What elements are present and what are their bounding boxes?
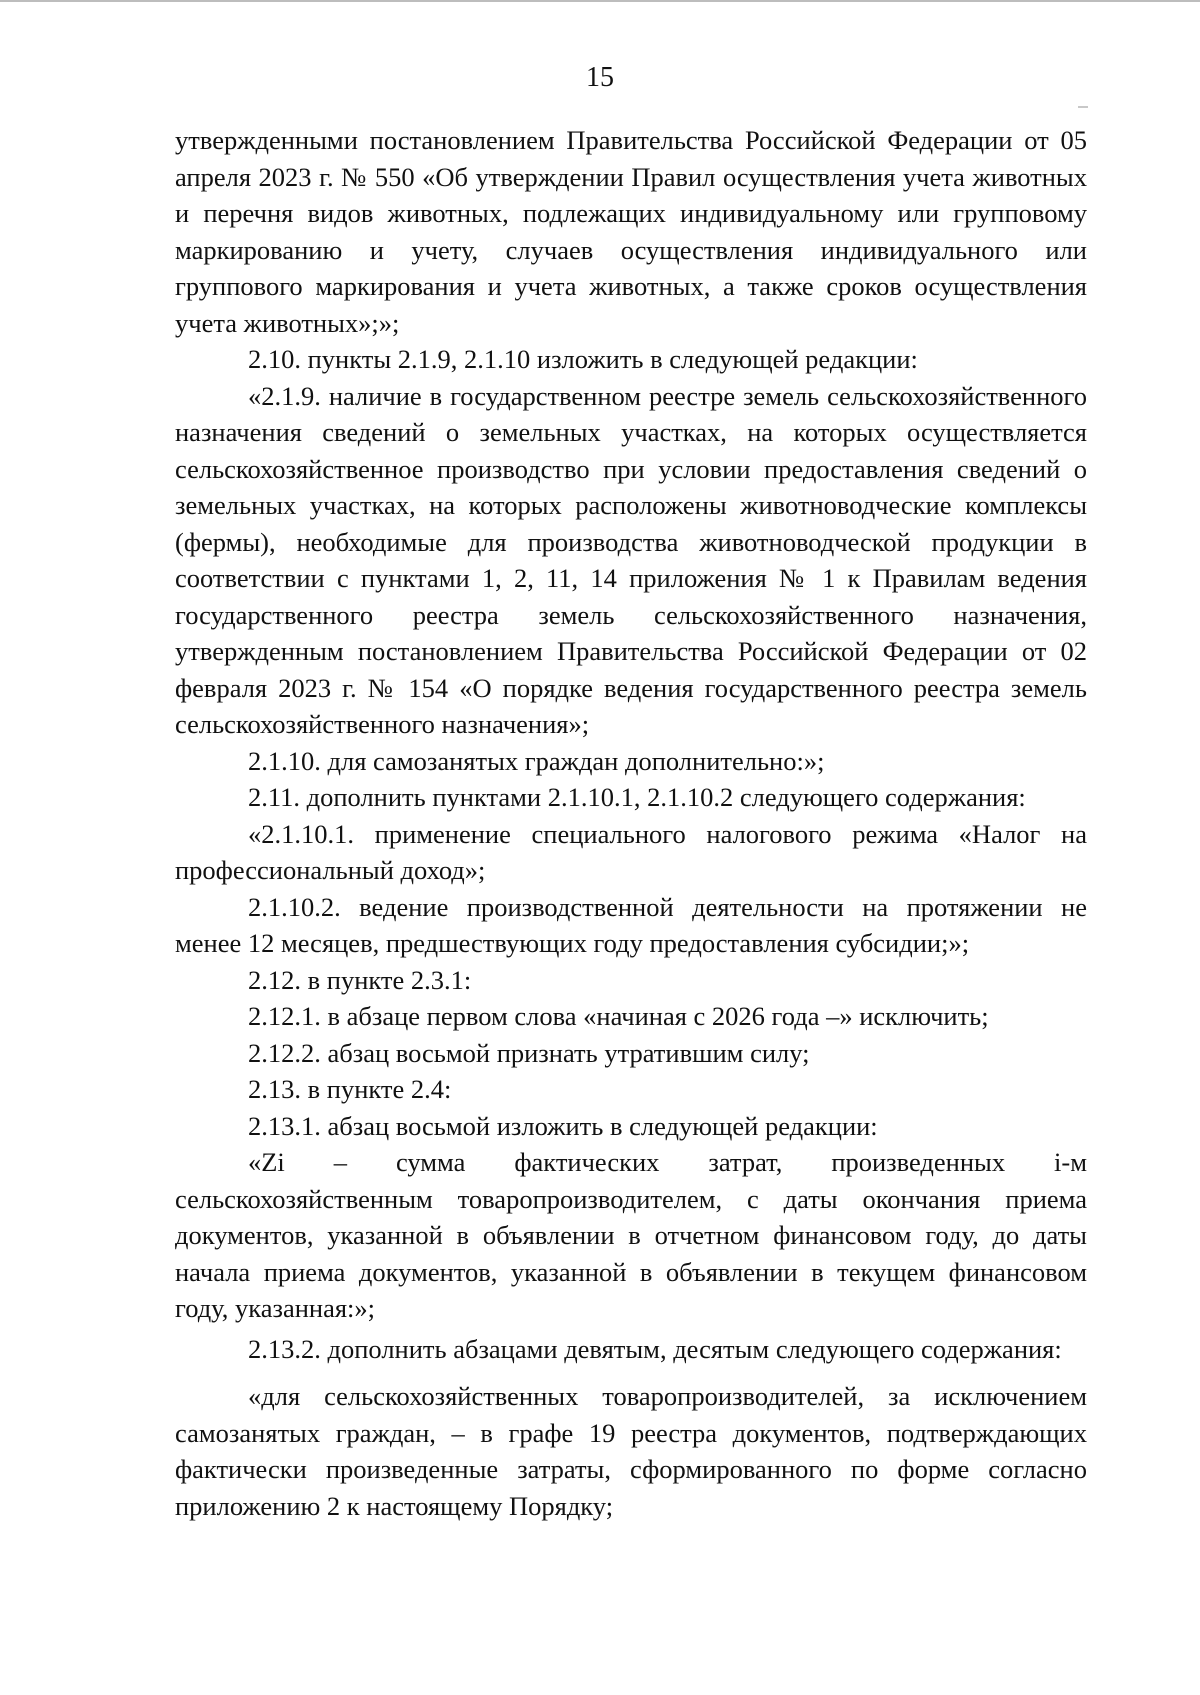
paragraph-2-12-1: 2.12.1. в абзаце первом слова «начиная с 2026 года –» исключить; [248,1001,989,1031]
paragraph-2-1-10: 2.1.10. для самозанятых граждан дополнительно:»; [248,745,825,776]
page-number: 15 [586,62,614,93]
scan-mark [1078,106,1088,108]
paragraph-2-1-10-1: «2.1.10.1. применение специального налогового режима «Налог на профессиональный доход»; [175,818,1087,885]
paragraph-zi-definition: «Zi – сумма фактических затрат, произведенных i-м сельскохозяйственным товаропроизводителем, с даты окончания приема документов, указанной в объявлении в отчетном финансовом году, до даты начала приема документов, указанной в объявлении в текущем финансовом году, указанная:»; [175,1147,1087,1323]
paragraph-2-11: 2.11. дополнить пунктами 2.1.10.1, 2.1.10.2 следующего содержания: [248,782,1026,812]
paragraph-2-1-10-2: 2.1.10.2. ведение производственной деятельности на протяжении не менее 12 месяцев, предшествующих году предоставления субсидии;»; [175,891,1087,958]
paragraph-2-13: 2.13. в пункте 2.4: [248,1074,452,1104]
paragraph-2-12: 2.12. в пункте 2.3.1: [248,964,472,995]
page-top-border [0,0,1200,2]
paragraph-2-1-9: «2.1.9. наличие в государственном реестре земель сельскохозяйственного назначения сведений о земельных участках, на которых осуществляется сельскохозяйственное производство при условии предоставления сведений о земельных участках, на которых расположены животноводческие комплексы (фермы), необходимые для производства животноводческой продукции в соответствии с пунктами 1, 2, 11, 14 приложения № 1 к Правилам ведения государственного реестра земель сельскохозяйственного назначения, утвержденным постановлением Правительства Российской Федерации от 02 февраля 2023 г. № 154 «О порядке ведения государственного реестра земель сельскохозяйственного назначения»; [175,380,1087,739]
paragraph-2-13-2: 2.13.2. дополнить абзацами девятым, десятым следующего содержания: [248,1333,1062,1364]
document-body [175,122,1087,1524]
paragraph-2-13-1: 2.13.1. абзац восьмой изложить в следующей редакции: [248,1110,878,1141]
paragraph-continuation: утвержденными постановлением Правительства Российской Федерации от 05 апреля 2023 г. № 550 «Об утверждении Правил осуществления учета животных и перечня видов животных, подлежащих индивидуальному или групповому маркированию и учету, случаев осуществления индивидуального или группового маркирования и учета животных, а также сроков осуществления учета животных»;»; [175,125,1087,338]
paragraph-2-10: 2.10. пункты 2.1.9, 2.1.10 изложить в следующей редакции: [248,344,918,374]
paragraph-2-12-2: 2.12.2. абзац восьмой признать утратившим силу; [248,1037,810,1068]
paragraph-new-abzac: «для сельскохозяйственных товаропроизводителей, за исключением самозанятых граждан, – в графе 19 реестра документов, подтверждающих фактически произведенные затраты, сформированного по форме согласно приложению 2 к настоящему Порядку; [175,1381,1087,1521]
